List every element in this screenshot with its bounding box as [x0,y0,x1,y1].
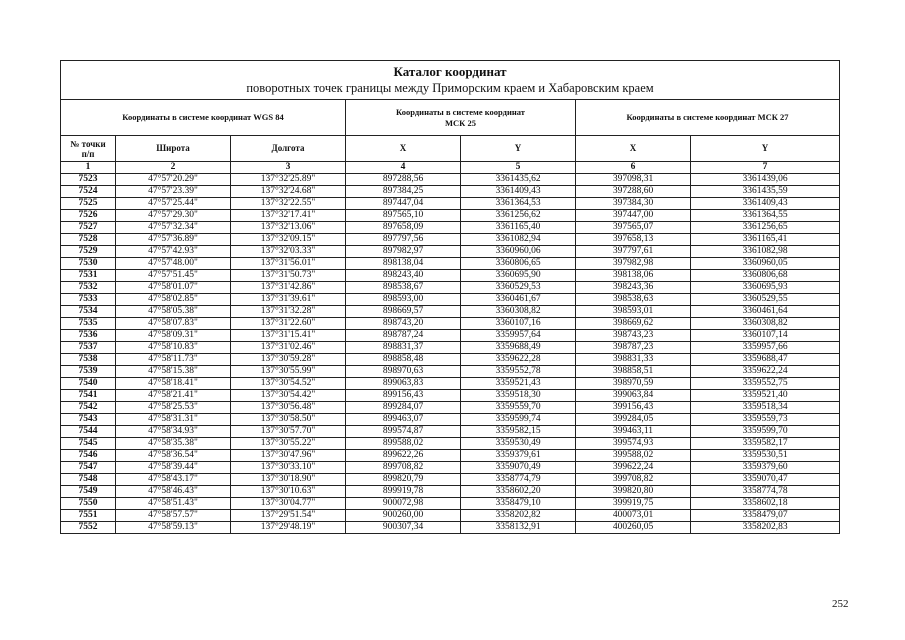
table-row [61,366,840,378]
x-msk27-cell: 400073,01 [576,510,691,522]
table-row [61,198,840,210]
longitude-cell: 137°30'57.70" [231,426,346,438]
x-msk27-cell: 397098,31 [576,174,691,186]
point-number-cell: 7531 [61,270,116,282]
x-msk25-cell: 899284,07 [346,402,461,414]
latitude-cell: 47°58'35.38" [116,438,231,450]
table-row [61,234,840,246]
point-number-cell: 7543 [61,414,116,426]
table-row [61,414,840,426]
latitude-cell: 47°58'10.83" [116,342,231,354]
x-msk25-cell: 897982,97 [346,246,461,258]
latitude-cell: 47°58'43.17" [116,474,231,486]
y-msk25-cell: 3359622,28 [461,354,576,366]
y-msk27-cell: 3359521,40 [691,390,840,402]
x-msk25-cell: 899708,82 [346,462,461,474]
y-msk27-cell: 3361256,65 [691,222,840,234]
latitude-cell: 47°57'48.00" [116,258,231,270]
x-msk25-cell: 898743,20 [346,318,461,330]
x-msk27-cell: 397658,13 [576,234,691,246]
longitude-cell: 137°29'51.54" [231,510,346,522]
header-x25: X [346,136,461,162]
col-number: 4 [346,162,461,174]
x-msk25-cell: 898831,37 [346,342,461,354]
column-number-row [61,162,840,174]
table-row [61,522,840,534]
y-msk25-cell: 3361409,43 [461,186,576,198]
y-msk27-cell: 3359070,47 [691,474,840,486]
y-msk25-cell: 3360107,16 [461,318,576,330]
x-msk25-cell: 898669,57 [346,306,461,318]
x-msk27-cell: 398858,51 [576,366,691,378]
x-msk25-cell: 899063,83 [346,378,461,390]
point-number-cell: 7532 [61,282,116,294]
x-msk27-cell: 399820,80 [576,486,691,498]
coordinates-table [60,60,840,534]
longitude-cell: 137°30'55.22" [231,438,346,450]
latitude-cell: 47°57'42.93" [116,246,231,258]
y-msk27-cell: 3359530,51 [691,450,840,462]
y-msk27-cell: 3359582,17 [691,438,840,450]
latitude-cell: 47°58'07.83" [116,318,231,330]
x-msk27-cell: 398138,06 [576,270,691,282]
x-msk27-cell: 399622,24 [576,462,691,474]
y-msk25-cell: 3359559,70 [461,402,576,414]
latitude-cell: 47°57'23.39" [116,186,231,198]
latitude-cell: 47°57'32.34" [116,222,231,234]
x-msk25-cell: 899919,78 [346,486,461,498]
table-row [61,186,840,198]
table-row [61,450,840,462]
point-number-cell: 7544 [61,426,116,438]
y-msk27-cell: 3359559,73 [691,414,840,426]
header-y27: Y [691,136,840,162]
y-msk27-cell: 3361165,41 [691,234,840,246]
longitude-cell: 137°31'39.61" [231,294,346,306]
point-number-cell: 7523 [61,174,116,186]
point-number-cell: 7550 [61,498,116,510]
y-msk27-cell: 3361364,55 [691,210,840,222]
latitude-cell: 47°57'36.89" [116,234,231,246]
point-number-cell: 7551 [61,510,116,522]
y-msk25-cell: 3361082,94 [461,234,576,246]
y-msk27-cell: 3360107,14 [691,330,840,342]
y-msk27-cell: 3361439,06 [691,174,840,186]
x-msk25-cell: 897447,04 [346,198,461,210]
y-msk27-cell: 3361082,98 [691,246,840,258]
point-number-cell: 7549 [61,486,116,498]
latitude-cell: 47°58'39.44" [116,462,231,474]
x-msk25-cell: 900072,98 [346,498,461,510]
table-row [61,294,840,306]
point-number-cell: 7533 [61,294,116,306]
header-lat: Широта [116,136,231,162]
y-msk25-cell: 3361435,62 [461,174,576,186]
y-msk25-cell: 3359582,15 [461,426,576,438]
table-row [61,306,840,318]
point-number-cell: 7528 [61,234,116,246]
y-msk25-cell: 3360308,82 [461,306,576,318]
point-number-cell: 7542 [61,402,116,414]
y-msk27-cell: 3359957,66 [691,342,840,354]
latitude-cell: 47°58'57.57" [116,510,231,522]
y-msk25-cell: 3361165,40 [461,222,576,234]
y-msk25-cell: 3360529,53 [461,282,576,294]
x-msk25-cell: 899463,07 [346,414,461,426]
point-number-cell: 7547 [61,462,116,474]
longitude-cell: 137°30'33.10" [231,462,346,474]
y-msk25-cell: 3359518,30 [461,390,576,402]
x-msk27-cell: 399708,82 [576,474,691,486]
point-number-cell: 7536 [61,330,116,342]
longitude-cell: 137°30'56.48" [231,402,346,414]
longitude-cell: 137°31'02.46" [231,342,346,354]
y-msk25-cell: 3361364,53 [461,198,576,210]
x-msk27-cell: 399919,75 [576,498,691,510]
longitude-cell: 137°29'48.19" [231,522,346,534]
latitude-cell: 47°58'02.85" [116,294,231,306]
point-number-cell: 7552 [61,522,116,534]
x-msk27-cell: 399284,05 [576,414,691,426]
longitude-cell: 137°31'56.01" [231,258,346,270]
latitude-cell: 47°58'01.07" [116,282,231,294]
point-number-cell: 7524 [61,186,116,198]
x-msk27-cell: 397288,60 [576,186,691,198]
point-number-cell: 7541 [61,390,116,402]
col-number: 3 [231,162,346,174]
y-msk25-cell: 3359552,78 [461,366,576,378]
y-msk27-cell: 3359518,34 [691,402,840,414]
latitude-cell: 47°58'46.43" [116,486,231,498]
catalog-sheet [60,60,839,534]
latitude-cell: 47°58'11.73" [116,354,231,366]
y-msk25-cell: 3360960,06 [461,246,576,258]
latitude-cell: 47°58'36.54" [116,450,231,462]
x-msk27-cell: 399463,11 [576,426,691,438]
latitude-cell: 47°58'15.38" [116,366,231,378]
longitude-cell: 137°32'24.68" [231,186,346,198]
y-msk25-cell: 3359379,61 [461,450,576,462]
table-row [61,174,840,186]
longitude-cell: 137°32'03.33" [231,246,346,258]
x-msk27-cell: 398970,59 [576,378,691,390]
point-number-cell: 7525 [61,198,116,210]
table-row [61,486,840,498]
x-msk27-cell: 397447,00 [576,210,691,222]
y-msk27-cell: 3360960,05 [691,258,840,270]
header-lon: Долгота [231,136,346,162]
longitude-cell: 137°30'58.50" [231,414,346,426]
y-msk27-cell: 3360308,82 [691,318,840,330]
longitude-cell: 137°31'42.86" [231,282,346,294]
x-msk25-cell: 898138,04 [346,258,461,270]
col-number: 5 [461,162,576,174]
table-row [61,354,840,366]
x-msk27-cell: 397797,61 [576,246,691,258]
table-row [61,510,840,522]
latitude-cell: 47°58'18.41" [116,378,231,390]
y-msk25-cell: 3360695,90 [461,270,576,282]
x-msk25-cell: 898787,24 [346,330,461,342]
table-row [61,402,840,414]
table-row [61,462,840,474]
y-msk27-cell: 3358774,78 [691,486,840,498]
x-msk25-cell: 899820,79 [346,474,461,486]
x-msk25-cell: 897658,09 [346,222,461,234]
header-point: № точки п/п [61,136,116,162]
y-msk25-cell: 3358774,79 [461,474,576,486]
x-msk25-cell: 899622,26 [346,450,461,462]
y-msk25-cell: 3359599,74 [461,414,576,426]
latitude-cell: 47°58'59.13" [116,522,231,534]
col-number: 2 [116,162,231,174]
latitude-cell: 47°58'21.41" [116,390,231,402]
x-msk27-cell: 399063,84 [576,390,691,402]
longitude-cell: 137°30'55.99" [231,366,346,378]
point-number-cell: 7529 [61,246,116,258]
x-msk25-cell: 900260,00 [346,510,461,522]
header-y25: Y [461,136,576,162]
longitude-cell: 137°30'10.63" [231,486,346,498]
point-number-cell: 7534 [61,306,116,318]
longitude-cell: 137°30'18.90" [231,474,346,486]
point-number-cell: 7548 [61,474,116,486]
x-msk25-cell: 899588,02 [346,438,461,450]
group-msk27: Координаты в системе координат МСК 27 [576,100,840,136]
latitude-cell: 47°57'25.44" [116,198,231,210]
x-msk27-cell: 398669,62 [576,318,691,330]
table-row [61,378,840,390]
y-msk27-cell: 3360806,68 [691,270,840,282]
y-msk27-cell: 3359552,75 [691,378,840,390]
y-msk27-cell: 3359379,60 [691,462,840,474]
x-msk25-cell: 897797,56 [346,234,461,246]
x-msk25-cell: 900307,34 [346,522,461,534]
group-msk25: Координаты в системе координат МСК 25 [346,100,576,136]
y-msk25-cell: 3359070,49 [461,462,576,474]
table-row [61,438,840,450]
x-msk27-cell: 397384,30 [576,198,691,210]
y-msk27-cell: 3359599,70 [691,426,840,438]
table-title: Каталог координат [393,64,507,79]
latitude-cell: 47°57'51.45" [116,270,231,282]
x-msk27-cell: 398538,63 [576,294,691,306]
longitude-cell: 137°30'59.28" [231,354,346,366]
table-row [61,498,840,510]
x-msk25-cell: 897384,25 [346,186,461,198]
longitude-cell: 137°31'22.60" [231,318,346,330]
header-x27: X [576,136,691,162]
longitude-cell: 137°32'25.89" [231,174,346,186]
x-msk27-cell: 399156,43 [576,402,691,414]
table-row [61,318,840,330]
x-msk27-cell: 400260,05 [576,522,691,534]
y-msk27-cell: 3359688,47 [691,354,840,366]
point-number-cell: 7537 [61,342,116,354]
y-msk25-cell: 3360806,65 [461,258,576,270]
table-row [61,222,840,234]
x-msk25-cell: 898538,67 [346,282,461,294]
x-msk27-cell: 399574,93 [576,438,691,450]
latitude-cell: 47°57'29.30" [116,210,231,222]
x-msk27-cell: 397565,07 [576,222,691,234]
point-number-cell: 7535 [61,318,116,330]
longitude-cell: 137°32'17.41" [231,210,346,222]
x-msk27-cell: 398593,01 [576,306,691,318]
y-msk25-cell: 3361256,62 [461,210,576,222]
y-msk27-cell: 3358602,18 [691,498,840,510]
point-number-cell: 7527 [61,222,116,234]
x-msk25-cell: 897288,56 [346,174,461,186]
longitude-cell: 137°30'04.77" [231,498,346,510]
longitude-cell: 137°30'54.52" [231,378,346,390]
x-msk25-cell: 899156,43 [346,390,461,402]
longitude-cell: 137°32'09.15" [231,234,346,246]
latitude-cell: 47°58'31.31" [116,414,231,426]
table-subtitle: поворотных точек границы между Приморским краем и Хабаровским краем [246,81,654,95]
y-msk25-cell: 3359530,49 [461,438,576,450]
longitude-cell: 137°31'32.28" [231,306,346,318]
longitude-cell: 137°32'13.06" [231,222,346,234]
table-row [61,330,840,342]
table-row [61,390,840,402]
point-number-cell: 7530 [61,258,116,270]
table-row [61,258,840,270]
latitude-cell: 47°58'05.38" [116,306,231,318]
x-msk27-cell: 397982,98 [576,258,691,270]
group-wgs84: Координаты в системе координат WGS 84 [61,100,346,136]
y-msk27-cell: 3360461,64 [691,306,840,318]
latitude-cell: 47°58'34.93" [116,426,231,438]
col-number: 6 [576,162,691,174]
table-row [61,282,840,294]
longitude-cell: 137°31'50.73" [231,270,346,282]
title-cell [61,61,840,100]
x-msk25-cell: 898858,48 [346,354,461,366]
point-number-cell: 7539 [61,366,116,378]
x-msk27-cell: 398831,33 [576,354,691,366]
y-msk25-cell: 3360461,67 [461,294,576,306]
y-msk25-cell: 3358479,10 [461,498,576,510]
x-msk25-cell: 898970,63 [346,366,461,378]
y-msk25-cell: 3358132,91 [461,522,576,534]
y-msk25-cell: 3358602,20 [461,486,576,498]
y-msk27-cell: 3360529,55 [691,294,840,306]
y-msk27-cell: 3358202,83 [691,522,840,534]
y-msk25-cell: 3358202,82 [461,510,576,522]
y-msk27-cell: 3361435,59 [691,186,840,198]
y-msk25-cell: 3359688,49 [461,342,576,354]
table-row [61,210,840,222]
longitude-cell: 137°32'22.55" [231,198,346,210]
y-msk25-cell: 3359521,43 [461,378,576,390]
longitude-cell: 137°30'54.42" [231,390,346,402]
latitude-cell: 47°58'25.53" [116,402,231,414]
y-msk27-cell: 3359622,24 [691,366,840,378]
latitude-cell: 47°58'51.43" [116,498,231,510]
x-msk27-cell: 398787,23 [576,342,691,354]
y-msk27-cell: 3361409,43 [691,198,840,210]
y-msk27-cell: 3360695,93 [691,282,840,294]
x-msk27-cell: 398743,23 [576,330,691,342]
y-msk27-cell: 3358479,07 [691,510,840,522]
x-msk25-cell: 898593,00 [346,294,461,306]
x-msk25-cell: 898243,40 [346,270,461,282]
table-row [61,246,840,258]
latitude-cell: 47°58'09.31" [116,330,231,342]
point-number-cell: 7546 [61,450,116,462]
table-row [61,270,840,282]
x-msk27-cell: 398243,36 [576,282,691,294]
x-msk25-cell: 897565,10 [346,210,461,222]
point-number-cell: 7545 [61,438,116,450]
point-number-cell: 7538 [61,354,116,366]
x-msk27-cell: 399588,02 [576,450,691,462]
table-row [61,342,840,354]
x-msk25-cell: 899574,87 [346,426,461,438]
longitude-cell: 137°30'47.96" [231,450,346,462]
table-row [61,426,840,438]
col-number: 7 [691,162,840,174]
col-number: 1 [61,162,116,174]
latitude-cell: 47°57'20.29" [116,174,231,186]
y-msk25-cell: 3359957,64 [461,330,576,342]
point-number-cell: 7540 [61,378,116,390]
table-row [61,474,840,486]
point-number-cell: 7526 [61,210,116,222]
page-number: 252 [832,598,849,610]
longitude-cell: 137°31'15.41" [231,330,346,342]
